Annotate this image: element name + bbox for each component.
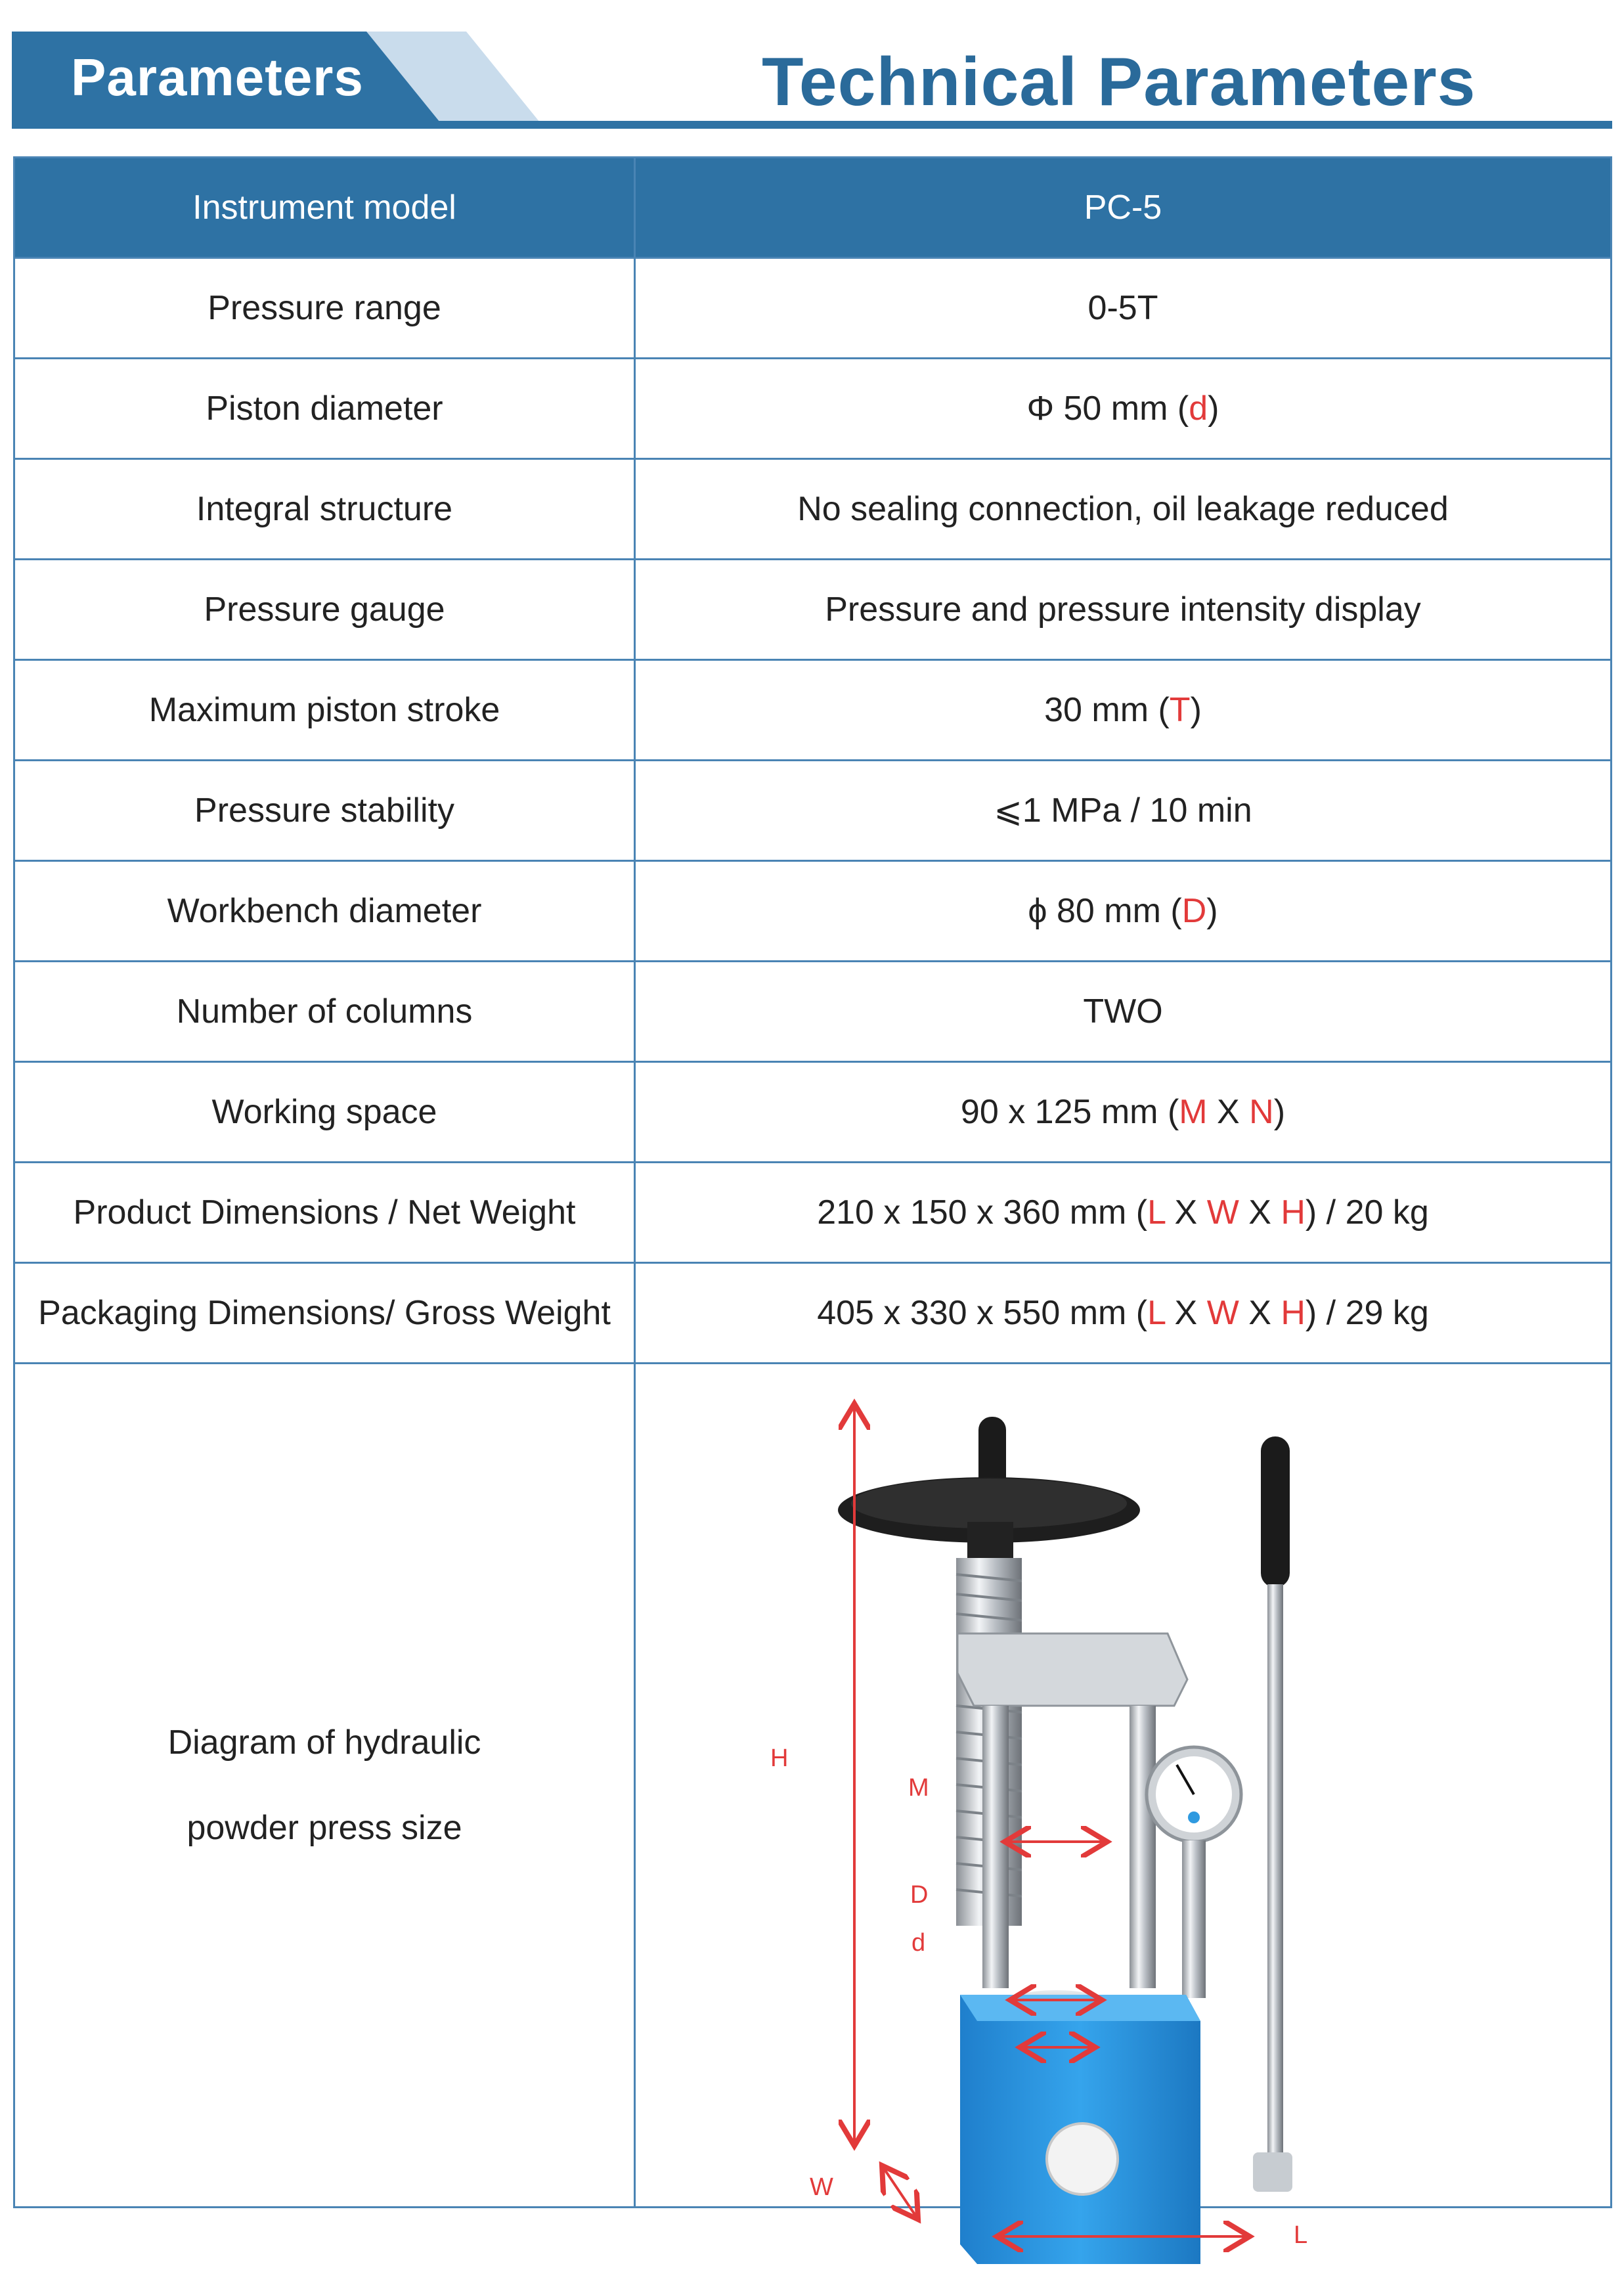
value-text: 405 x 330 x 550 mm ( bbox=[817, 1294, 1148, 1332]
value-accent-w: W bbox=[1206, 1193, 1239, 1232]
table-row bbox=[14, 560, 1612, 660]
value-accent: D bbox=[1181, 892, 1207, 930]
value-tail: ) bbox=[1208, 389, 1219, 428]
wheel-hub bbox=[967, 1522, 1013, 1561]
lever-pivot bbox=[1253, 2152, 1292, 2192]
row-value bbox=[635, 1263, 1612, 1364]
diagram-label-line2: powder press size bbox=[187, 1809, 462, 1847]
press-diagram-svg bbox=[636, 1364, 1612, 2249]
value-tail: ) / 20 kg bbox=[1305, 1193, 1429, 1232]
value-sep: X bbox=[1207, 1093, 1250, 1131]
row-value bbox=[635, 660, 1612, 761]
dim-label-H: H bbox=[770, 1745, 789, 1772]
row-value: No sealing connection, oil leakage reduced bbox=[635, 459, 1612, 560]
row-label: Maximum piston stroke bbox=[14, 660, 635, 761]
value-text: 90 x 125 mm ( bbox=[960, 1093, 1179, 1131]
value-accent-l: L bbox=[1147, 1193, 1166, 1232]
diagram-row bbox=[14, 1364, 1612, 2208]
page-header bbox=[0, 0, 1624, 138]
table-header-row bbox=[14, 158, 1612, 258]
value-sep: X bbox=[1239, 1193, 1281, 1232]
row-value: ⩽1 MPa / 10 min bbox=[635, 761, 1612, 861]
row-value: TWO bbox=[635, 962, 1612, 1062]
value-tail: ) bbox=[1190, 691, 1202, 729]
column-left bbox=[982, 1706, 1009, 1988]
row-label: Packaging Dimensions/ Gross Weight bbox=[14, 1263, 635, 1364]
column-right bbox=[1130, 1706, 1156, 1988]
row-value: 0-5T bbox=[635, 258, 1612, 359]
value-text: 30 mm ( bbox=[1044, 691, 1170, 729]
value-accent: T bbox=[1169, 691, 1191, 729]
header-value: PC-5 bbox=[635, 158, 1612, 258]
value-sep: X bbox=[1239, 1294, 1281, 1332]
table-row bbox=[14, 1163, 1612, 1263]
diagram-label bbox=[15, 1700, 634, 1871]
row-label: Integral structure bbox=[14, 459, 635, 560]
handwheel-top bbox=[851, 1478, 1127, 1528]
row-label: Pressure gauge bbox=[14, 560, 635, 660]
press-diagram bbox=[636, 1364, 1610, 2249]
value-sep: X bbox=[1165, 1193, 1207, 1232]
lever-rod bbox=[1267, 1584, 1283, 2162]
value-tail: ) bbox=[1273, 1093, 1286, 1131]
table-row bbox=[14, 761, 1612, 861]
row-label: Piston diameter bbox=[14, 359, 635, 459]
value-text: Φ 50 mm ( bbox=[1026, 389, 1189, 428]
table-row bbox=[14, 258, 1612, 359]
table-row bbox=[14, 660, 1612, 761]
lever-grip bbox=[1261, 1436, 1290, 1588]
row-label: Product Dimensions / Net Weight bbox=[14, 1163, 635, 1263]
value-accent-h: H bbox=[1281, 1294, 1306, 1332]
dim-label-L: L bbox=[1294, 2221, 1308, 2249]
value-text: ϕ 80 mm ( bbox=[1028, 892, 1182, 930]
row-value: Pressure and pressure intensity display bbox=[635, 560, 1612, 660]
dim-label-M: M bbox=[908, 1774, 929, 1802]
row-value bbox=[635, 861, 1612, 962]
release-knob bbox=[1047, 2123, 1118, 2194]
gauge-badge bbox=[1188, 1811, 1200, 1823]
row-label: Working space bbox=[14, 1062, 635, 1163]
table-row bbox=[14, 359, 1612, 459]
diagram-label-line1: Diagram of hydraulic bbox=[167, 1723, 481, 1762]
row-value bbox=[635, 1062, 1612, 1163]
value-accent-n: N bbox=[1249, 1093, 1274, 1131]
value-text: 210 x 150 x 360 mm ( bbox=[817, 1193, 1148, 1232]
value-accent-h: H bbox=[1281, 1193, 1306, 1232]
diagram-cell bbox=[635, 1364, 1612, 2249]
row-label: Pressure stability bbox=[14, 761, 635, 861]
value-tail: ) / 29 kg bbox=[1305, 1294, 1429, 1332]
page-title: Technical Parameters bbox=[762, 44, 1476, 120]
row-label: Pressure range bbox=[14, 258, 635, 359]
table-row bbox=[14, 459, 1612, 560]
header-label: Instrument model bbox=[14, 158, 635, 258]
spec-table bbox=[13, 156, 1612, 2249]
gauge-stem bbox=[1182, 1840, 1206, 1998]
value-accent: d bbox=[1189, 389, 1208, 428]
value-accent-m: M bbox=[1179, 1093, 1208, 1131]
table-row bbox=[14, 1263, 1612, 1364]
table-row bbox=[14, 1062, 1612, 1163]
arrow-W bbox=[882, 2166, 918, 2219]
dim-label-W: W bbox=[810, 2173, 833, 2201]
value-accent-l: L bbox=[1147, 1294, 1166, 1332]
value-sep: X bbox=[1165, 1294, 1207, 1332]
header-rule bbox=[12, 121, 1612, 129]
row-value bbox=[635, 1163, 1612, 1263]
value-accent-w: W bbox=[1206, 1294, 1239, 1332]
diagram-label-cell bbox=[14, 1364, 635, 2208]
row-label: Number of columns bbox=[14, 962, 635, 1062]
top-crossbar bbox=[957, 1633, 1187, 1706]
row-label: Workbench diameter bbox=[14, 861, 635, 962]
row-value bbox=[635, 359, 1612, 459]
dim-label-d: d bbox=[911, 1929, 926, 1957]
value-tail: ) bbox=[1206, 892, 1218, 930]
dim-label-D: D bbox=[910, 1881, 929, 1909]
table-row bbox=[14, 962, 1612, 1062]
section-tab-label: Parameters bbox=[71, 48, 364, 106]
table-row bbox=[14, 861, 1612, 962]
